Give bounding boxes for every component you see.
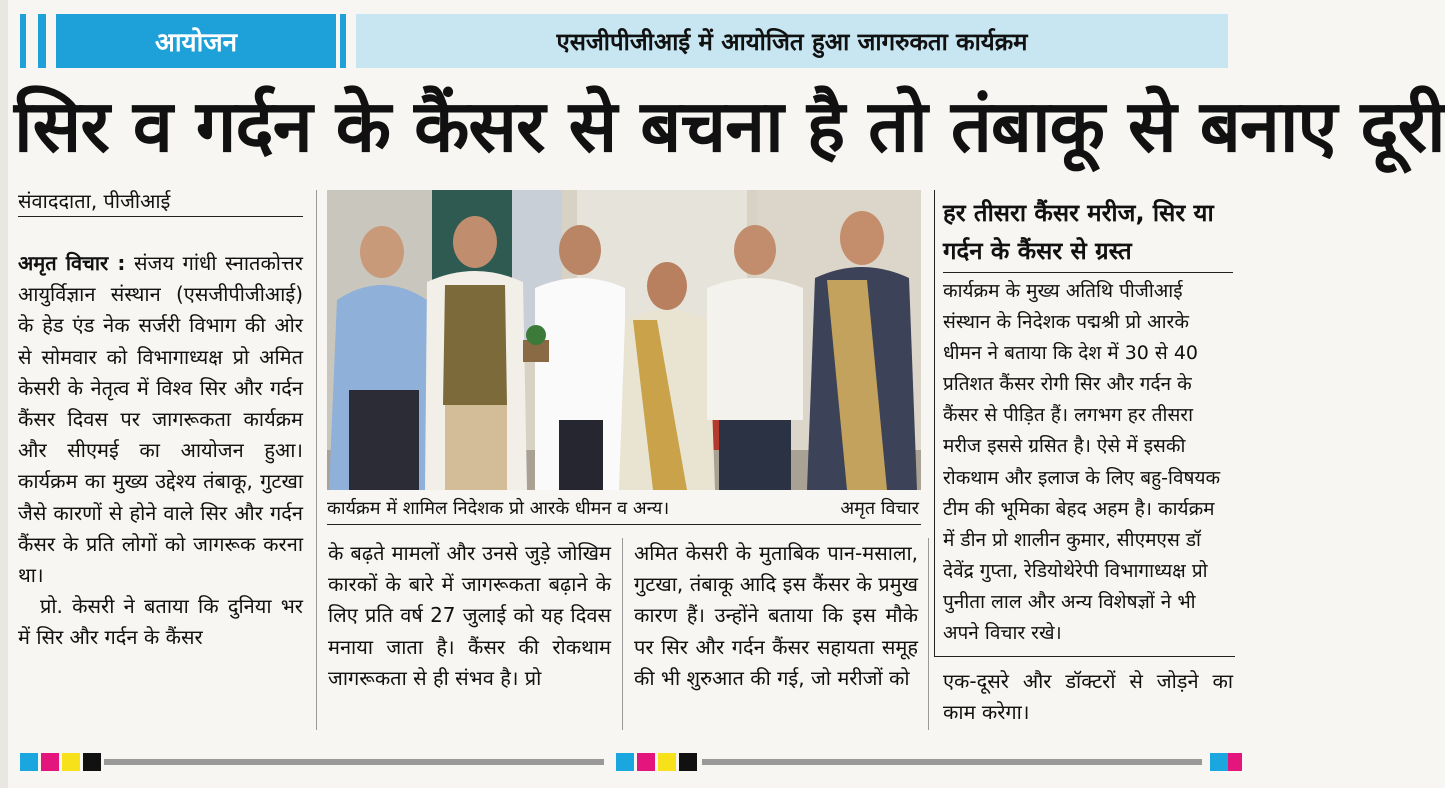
news-photo (327, 190, 921, 490)
byline: संवाददाता, पीजीआई (18, 186, 303, 217)
cyan-swatch (616, 753, 634, 771)
caption-text: कार्यक्रम में शामिल निदेशक प्रो आरके धीमन व अन्य। (327, 498, 670, 519)
column-divider (622, 538, 623, 730)
headline: सिर व गर्दन के कैंसर से बचना है तो तंबाकू से बनाए दूरी (14, 84, 1445, 168)
group-photo-illustration (327, 190, 921, 490)
registration-bar (702, 759, 1202, 765)
magenta-swatch (41, 753, 59, 771)
column-divider (316, 190, 317, 730)
black-swatch (83, 753, 101, 771)
article-column-3: अमित केसरी के मुताबिक पान-मसाला, गुटखा, तंबाकू आदि इस कैंसर के प्रमुख कारण हैं। उन्होंने बताया कि इस मौके पर सिर और गर्दन कैंसर सहायता समूह की भी शुरुआत की गई, जो मरीजों को (634, 541, 918, 690)
banner-stripe (340, 14, 346, 68)
article-column-2: के बढ़ते मामलों और उनसे जुड़े जोखिम कारकों के बारे में जागरूकता बढ़ाने के लिए प्रति वर्ष 27 जुलाई को यह दिवस मनाया जाता है। कैंसर की रोकथाम जागरूकता से ही संभव है। प्रो (328, 541, 611, 690)
cyan-swatch (1210, 753, 1228, 771)
page-edge (0, 0, 8, 788)
sidebar-rule (943, 272, 1233, 273)
cyan-swatch (20, 753, 38, 771)
photo-caption (327, 494, 921, 525)
dateline: अमृत विचार : (18, 251, 126, 275)
article-column-4: एक-दूसरे और डॉक्टरों से जोड़ने का काम करेगा। (943, 669, 1233, 725)
yellow-swatch (62, 753, 80, 771)
paragraph-2: प्रो. केसरी ने बताया कि दुनिया भर में सिर और गर्दन के कैंसर (18, 594, 303, 650)
kicker-box (356, 14, 1228, 68)
section-label: आयोजन (154, 28, 238, 58)
registration-bar (104, 759, 604, 765)
sidebar-body: कार्यक्रम के मुख्य अतिथि पीजीआई संस्थान के निदेशक पद्मश्री प्रो आरके धीमन ने बताया कि देश में 30 से 40 प्रतिशत कैंसर रोगी सिर और गर्दन के कैंसर से पीड़ित हैं। लगभग हर तीसरा मरीज इससे ग्रसित है। ऐसे में इसकी रोकथाम और इलाज के लिए बहु-विषयक टीम की भूमिका बेहद अहम है। कार्यक्रम में डीन प्रो शालीन कुमार, सीएमएस डॉ देवेंद्र गुप्ता, रेडियोथेरेपी विभागाध्यक्ष प्रो पुनीता लाल और अन्य विशेषज्ञों ने भी अपने विचार रखे। (943, 280, 1221, 645)
magenta-swatch (637, 753, 655, 771)
banner-stripe (20, 14, 26, 68)
paragraph-1: संजय गांधी स्नातकोत्तर आयुर्विज्ञान संस्थान (एसजीपीजीआई) के हेड एंड नेक सर्जरी विभाग की ओर से सोमवार को विभागाध्यक्ष प्रो अमित केसरी के नेतृत्व में विश्व सिर और गर्दन कैंसर दिवस पर जागरूकता कार्यक्रम और सीएमई का आयोजन हुआ। कार्यक्रम का मुख्य उद्देश्य तंबाकू, गुटखा जैसे कारणों से होने वाले सिर और गर्दन कैंसर के प्रति लोगों को जागरूक करना था। (18, 251, 303, 588)
kicker-text: एसजीपीजीआई में आयोजित हुआ जागरुकता कार्यक्रम (556, 27, 1028, 56)
section-label-box (56, 14, 336, 68)
photo-credit: अमृत विचार (840, 498, 919, 519)
article-column-1 (18, 248, 303, 723)
banner-stripe (38, 14, 46, 68)
sidebar-heading: हर तीसरा कैंसर मरीज, सिर या गर्दन के कैंसर से ग्रस्त (943, 199, 1214, 265)
yellow-swatch (658, 753, 676, 771)
magenta-swatch (1228, 753, 1242, 771)
black-swatch (679, 753, 697, 771)
sidebar-box (934, 190, 1235, 657)
section-banner (20, 14, 1228, 68)
column-divider (928, 538, 929, 730)
print-registration-strip (0, 748, 1245, 778)
